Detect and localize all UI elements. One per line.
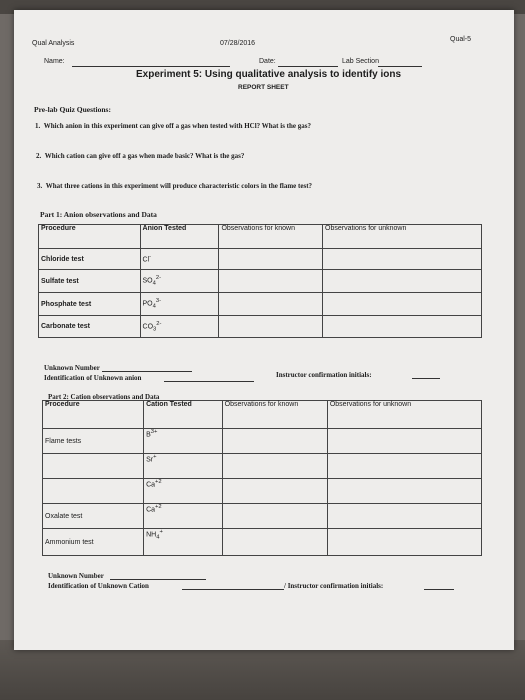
table-row (39, 316, 482, 338)
table-row (43, 454, 482, 479)
prelab-question-3: 3. What three cations in this experiment will produce characteristic colors in the flame test? (37, 182, 313, 190)
part2-instructor-label: / Instructor confirmation initials: (284, 582, 384, 590)
part1-instructor-label: Instructor confirmation initials: (276, 371, 372, 379)
ion-cell: $Ca^{+2}$ (144, 479, 223, 504)
part2-identification-label: Identification of Unknown Cation (48, 582, 149, 590)
course-label: Qual Analysis (32, 40, 75, 47)
col-cation-tested: Cation Tested (144, 401, 223, 429)
known-observation-cell[interactable] (222, 504, 327, 529)
col-anion-tested: Anion Tested (140, 225, 219, 249)
known-observation-cell[interactable] (219, 249, 323, 270)
anion-table (38, 224, 482, 338)
known-observation-cell[interactable] (222, 529, 327, 556)
unknown-observation-cell[interactable] (327, 454, 481, 479)
qual-code: Qual-5 (450, 36, 472, 43)
ion-cell: $NH_4^+$ (144, 529, 223, 556)
cation-header-row (43, 401, 482, 429)
known-observation-cell[interactable] (219, 270, 323, 293)
unknown-observation-cell[interactable] (327, 429, 481, 454)
table-row (43, 529, 482, 556)
prelab-heading: Pre-lab Quiz Questions: (34, 105, 111, 114)
part1-heading: Part 1: Anion observations and Data (40, 210, 157, 219)
col-unknown: Observations for unknown (323, 225, 482, 249)
procedure-cell: Sulfate test (39, 270, 141, 293)
ion-cell: $SO_4^{2-}$ (140, 270, 219, 293)
unknown-observation-cell[interactable] (327, 479, 481, 504)
procedure-cell: Phosphate test (39, 293, 141, 316)
procedure-cell (43, 454, 144, 479)
procedure-cell: Flame tests (43, 429, 144, 454)
part2-identification-line[interactable] (182, 589, 284, 590)
experiment-title: Experiment 5: Using qualitative analysis to identify ions (136, 69, 402, 80)
ion-cell: $B^{3+}$ (144, 429, 223, 454)
known-observation-cell[interactable] (222, 429, 327, 454)
unknown-observation-cell[interactable] (323, 293, 482, 316)
known-observation-cell[interactable] (219, 316, 323, 338)
table-row (43, 429, 482, 454)
ion-cell: $CO_3^{2-}$ (140, 316, 219, 338)
known-observation-cell[interactable] (222, 454, 327, 479)
lab-section-line[interactable] (378, 66, 422, 67)
table-row (39, 293, 482, 316)
report-sheet-paper (14, 10, 514, 650)
part2-instructor-line[interactable] (424, 589, 454, 590)
part1-instructor-line[interactable] (412, 378, 440, 379)
known-observation-cell[interactable] (219, 293, 323, 316)
name-label: Name: (44, 58, 65, 65)
lab-section-label: Lab Section (342, 58, 379, 65)
col-procedure: Procedure (43, 401, 144, 429)
col-known: Observations for known (222, 401, 327, 429)
unknown-observation-cell[interactable] (327, 529, 481, 556)
header-date: 07/28/2016 (220, 40, 256, 47)
ion-cell: $Ca^{+2}$ (144, 504, 223, 529)
ion-cell: Sr+ (144, 454, 223, 479)
table-row (43, 479, 482, 504)
name-line[interactable] (72, 66, 230, 67)
part2-heading: Part 2: Cation observations and Data (48, 393, 160, 401)
unknown-observation-cell[interactable] (323, 249, 482, 270)
procedure-cell (43, 479, 144, 504)
date-label: Date: (259, 58, 276, 65)
ion-cell: Cl- (140, 249, 219, 270)
ion-cell: $PO_4^{3-}$ (140, 293, 219, 316)
part2-unknown-number-label: Unknown Number (48, 572, 104, 580)
col-unknown: Observations for unknown (327, 401, 481, 429)
procedure-cell: Chloride test (39, 249, 141, 270)
unknown-observation-cell[interactable] (323, 270, 482, 293)
unknown-observation-cell[interactable] (327, 504, 481, 529)
part1-unknown-number-line[interactable] (102, 371, 192, 372)
part1-unknown-number-label: Unknown Number (44, 364, 100, 372)
part1-identification-label: Identification of Unknown anion (44, 374, 142, 382)
known-observation-cell[interactable] (222, 479, 327, 504)
part1-identification-line[interactable] (164, 381, 254, 382)
procedure-cell: Ammonium test (43, 529, 144, 556)
anion-header-row (39, 225, 482, 249)
prelab-question-2: 2. Which cation can give off a gas when made basic? What is the gas? (36, 152, 245, 160)
date-line[interactable] (278, 66, 338, 67)
col-known: Observations for known (219, 225, 323, 249)
procedure-cell: Carbonate test (39, 316, 141, 338)
cation-table (42, 400, 482, 556)
table-row (43, 504, 482, 529)
procedure-cell: Oxalate test (43, 504, 144, 529)
part2-unknown-number-line[interactable] (110, 579, 206, 580)
table-row (39, 249, 482, 270)
report-sheet-subtitle: REPORT SHEET (238, 84, 289, 91)
prelab-question-1: 1. Which anion in this experiment can give off a gas when tested with HCl? What is the gas? (35, 122, 311, 130)
unknown-observation-cell[interactable] (323, 316, 482, 338)
col-procedure: Procedure (39, 225, 141, 249)
table-row (39, 270, 482, 293)
